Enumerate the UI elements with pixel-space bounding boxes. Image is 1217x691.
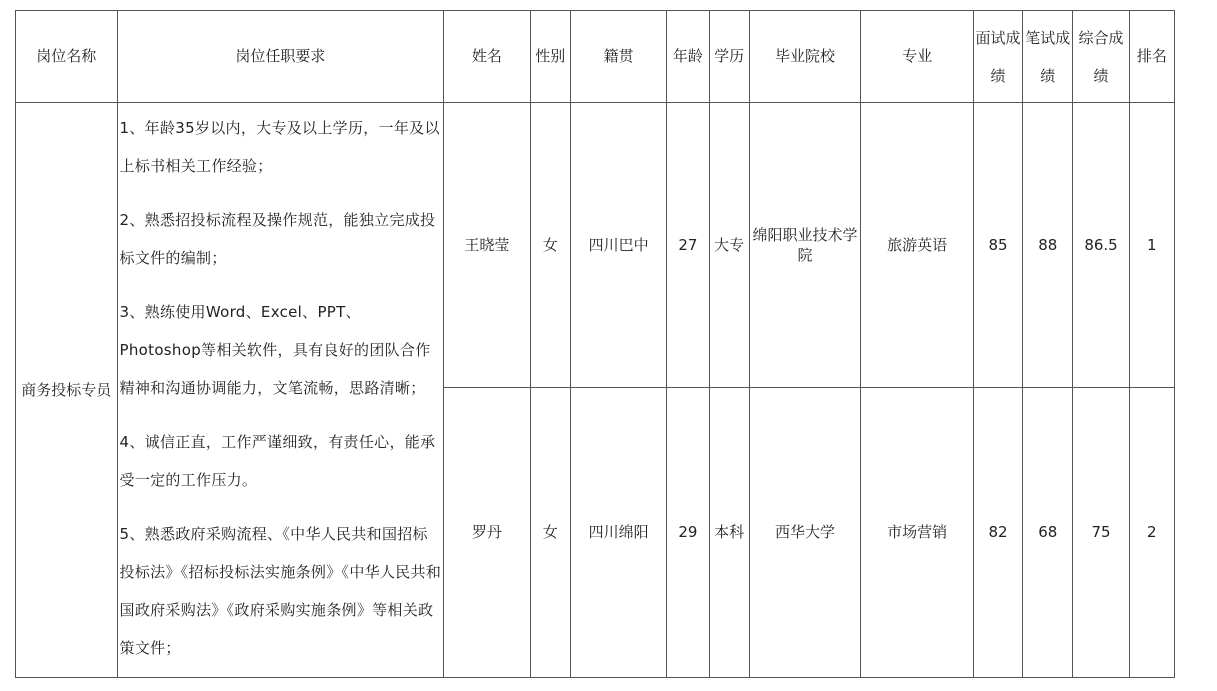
header-name: 姓名	[444, 11, 530, 103]
requirement-item: 4、诚信正直，工作严谨细致，有责任心，能承受一定的工作压力。	[119, 433, 436, 489]
table-row	[16, 103, 1175, 388]
header-written-score	[1023, 11, 1073, 103]
header-rank: 排名	[1129, 11, 1174, 103]
header-requirements: 岗位任职要求	[117, 11, 444, 103]
header-written-score-line2: 绩	[1040, 66, 1056, 85]
candidate-age: 27	[667, 103, 709, 388]
candidate-school: 绵阳职业技术学院	[749, 103, 861, 388]
candidate-rank: 2	[1129, 388, 1174, 678]
candidate-name: 罗丹	[444, 388, 530, 678]
header-interview-score-line2: 绩	[990, 66, 1006, 85]
candidate-age: 29	[667, 388, 709, 678]
candidate-total-score: 86.5	[1073, 103, 1129, 388]
candidate-major: 市场营销	[861, 388, 974, 678]
candidate-results-table	[15, 10, 1175, 678]
candidate-written-score: 88	[1023, 103, 1073, 388]
header-age: 年龄	[667, 11, 709, 103]
candidate-interview-score: 85	[973, 103, 1022, 388]
requirement-item: 2、熟悉招投标流程及操作规范，能独立完成投标文件的编制；	[119, 211, 436, 267]
requirement-item: 3、熟练使用Word、Excel、PPT、Photoshop等相关软件，具有良好的团队合作精神和沟通协调能力，文笔流畅，思路清晰；	[119, 303, 431, 397]
header-school: 毕业院校	[749, 11, 861, 103]
header-total-score	[1073, 11, 1129, 103]
header-interview-score-line1: 面试成	[975, 28, 1021, 47]
candidate-school: 西华大学	[749, 388, 861, 678]
candidate-education: 本科	[709, 388, 749, 678]
header-written-score-line1: 笔试成	[1025, 28, 1071, 47]
header-interview-score	[973, 11, 1022, 103]
candidate-education: 大专	[709, 103, 749, 388]
candidate-written-score: 68	[1023, 388, 1073, 678]
position-cell: 商务投标专员	[16, 103, 118, 678]
header-education: 学历	[709, 11, 749, 103]
candidate-interview-score: 82	[973, 388, 1022, 678]
requirement-item: 1、年龄35岁以内，大专及以上学历，一年及以上标书相关工作经验；	[119, 119, 440, 175]
candidate-major: 旅游英语	[861, 103, 974, 388]
header-gender: 性别	[530, 11, 570, 103]
header-hometown: 籍贯	[570, 11, 666, 103]
candidate-hometown: 四川巴中	[570, 103, 666, 388]
header-total-score-line2: 绩	[1093, 66, 1109, 85]
candidate-gender: 女	[530, 388, 570, 678]
header-major: 专业	[861, 11, 974, 103]
header-total-score-line1: 综合成	[1078, 28, 1124, 47]
requirements-cell	[117, 103, 444, 678]
candidate-hometown: 四川绵阳	[570, 388, 666, 678]
header-position-name: 岗位名称	[16, 11, 118, 103]
candidate-gender: 女	[530, 103, 570, 388]
candidate-total-score: 75	[1073, 388, 1129, 678]
requirement-item: 5、熟悉政府采购流程、《中华人民共和国招标投标法》《招标投标法实施条例》《中华人民共和国政府采购法》《政府采购实施条例》等相关政策文件；	[119, 525, 442, 657]
candidate-rank: 1	[1129, 103, 1174, 388]
candidate-name: 王晓莹	[444, 103, 530, 388]
table-header-row	[16, 11, 1175, 103]
